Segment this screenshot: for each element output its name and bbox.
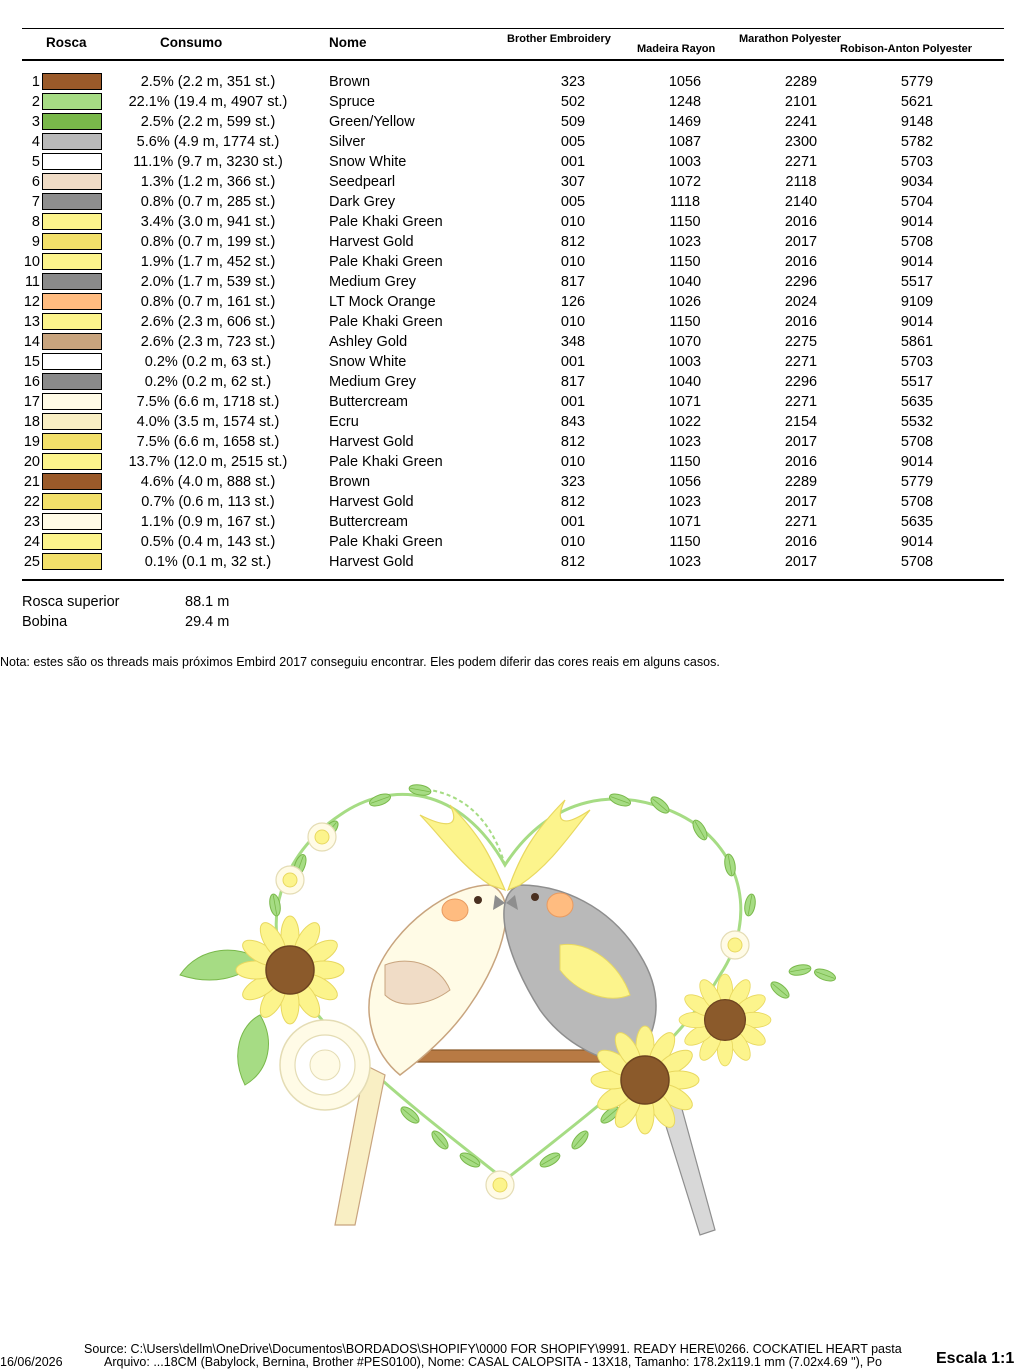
thread-marathon-code: 2101 — [784, 94, 818, 110]
thread-robison-code: 5703 — [900, 354, 934, 370]
thread-madeira-code: 1150 — [669, 534, 701, 550]
thread-consumo: 7.5% (6.6 m, 1658 st.) — [136, 434, 280, 450]
col-header-rosca: Rosca — [46, 35, 87, 50]
thread-note: Nota: estes são os threads mais próximos Embird 2017 conseguiu encontrar. Eles podem diferir das cores reais em alguns casos. — [0, 655, 720, 669]
thread-brother-code: 817 — [560, 374, 586, 390]
table-row — [0, 352, 1024, 372]
thread-brother-code: 307 — [560, 174, 586, 190]
thread-robison-code: 5621 — [900, 94, 934, 110]
thread-number: 14 — [23, 334, 40, 350]
thread-robison-code: 5708 — [900, 554, 934, 570]
col-header-consumo: Consumo — [160, 35, 223, 50]
thread-number: 12 — [23, 294, 40, 310]
thread-madeira-code: 1040 — [668, 374, 702, 390]
color-swatch — [42, 333, 102, 350]
thread-consumo: 22.1% (19.4 m, 4907 st.) — [128, 94, 288, 110]
thread-marathon-code: 2154 — [784, 414, 818, 430]
thread-marathon-code: 2300 — [784, 134, 818, 150]
thread-marathon-code: 2016 — [784, 534, 818, 550]
thread-consumo: 0.8% (0.7 m, 161 st.) — [140, 294, 276, 310]
thread-marathon-code: 2017 — [784, 554, 818, 570]
thread-marathon-code: 2289 — [784, 74, 818, 90]
summary-superior-value: 88.1 m — [185, 594, 230, 610]
thread-brother-code: 010 — [560, 454, 586, 470]
color-swatch — [42, 453, 102, 470]
table-row — [0, 192, 1024, 212]
thread-brother-code: 812 — [560, 494, 586, 510]
thread-robison-code: 9034 — [900, 174, 934, 190]
thread-name: Brown — [329, 474, 371, 490]
thread-madeira-code: 1248 — [668, 94, 702, 110]
thread-brother-code: 010 — [560, 254, 586, 270]
thread-robison-code: 5708 — [900, 434, 934, 450]
thread-name: Harvest Gold — [329, 554, 414, 570]
thread-brother-code: 812 — [560, 434, 586, 450]
col-header-brother: Brother Embroidery — [507, 33, 611, 45]
thread-name: Harvest Gold — [329, 494, 414, 510]
thread-marathon-code: 2140 — [784, 194, 818, 210]
thread-robison-code: 5704 — [900, 194, 934, 210]
thread-marathon-code: 2016 — [784, 454, 818, 470]
thread-name: Pale Khaki Green — [329, 534, 443, 550]
thread-madeira-code: 1003 — [668, 354, 702, 370]
thread-madeira-code: 1150 — [669, 454, 701, 470]
thread-brother-code: 812 — [560, 234, 586, 250]
embroidery-design-preview — [160, 775, 860, 1245]
table-bottom-rule — [22, 579, 1004, 581]
table-row — [0, 552, 1024, 572]
color-swatch — [42, 153, 102, 170]
thread-marathon-code: 2271 — [784, 354, 818, 370]
thread-name: Harvest Gold — [329, 234, 414, 250]
thread-brother-code: 509 — [560, 114, 586, 130]
thread-name: Medium Grey — [329, 374, 417, 390]
color-swatch — [42, 193, 102, 210]
thread-marathon-code: 2016 — [784, 254, 818, 270]
thread-name: LT Mock Orange — [329, 294, 436, 310]
color-swatch — [42, 313, 102, 330]
thread-name: Pale Khaki Green — [329, 214, 443, 230]
thread-number: 7 — [31, 194, 40, 210]
thread-name: Spruce — [329, 94, 375, 110]
thread-robison-code: 5703 — [900, 154, 934, 170]
thread-madeira-code: 1072 — [668, 174, 702, 190]
color-swatch — [42, 173, 102, 190]
thread-consumo: 1.1% (0.9 m, 167 st.) — [140, 514, 276, 530]
thread-brother-code: 001 — [560, 154, 586, 170]
thread-madeira-code: 1118 — [669, 194, 701, 210]
thread-number: 22 — [23, 494, 40, 510]
thread-brother-code: 001 — [560, 514, 586, 530]
thread-consumo: 7.5% (6.6 m, 1718 st.) — [136, 394, 280, 410]
color-swatch — [42, 293, 102, 310]
thread-consumo: 0.8% (0.7 m, 285 st.) — [140, 194, 276, 210]
thread-robison-code: 5708 — [900, 494, 934, 510]
table-row — [0, 412, 1024, 432]
thread-number: 2 — [31, 94, 40, 110]
color-swatch — [42, 373, 102, 390]
table-row — [0, 532, 1024, 552]
thread-brother-code: 126 — [560, 294, 586, 310]
thread-marathon-code: 2241 — [784, 114, 818, 130]
thread-consumo: 0.8% (0.7 m, 199 st.) — [140, 234, 276, 250]
color-swatch — [42, 513, 102, 530]
thread-marathon-code: 2024 — [784, 294, 818, 310]
thread-number: 6 — [31, 174, 40, 190]
thread-madeira-code: 1056 — [668, 474, 702, 490]
thread-consumo: 0.5% (0.4 m, 143 st.) — [140, 534, 276, 550]
thread-brother-code: 502 — [560, 94, 586, 110]
thread-marathon-code: 2296 — [784, 374, 818, 390]
color-swatch — [42, 233, 102, 250]
table-row — [0, 372, 1024, 392]
thread-consumo: 2.5% (2.2 m, 351 st.) — [140, 74, 276, 90]
thread-madeira-code: 1071 — [668, 394, 702, 410]
thread-consumo: 0.7% (0.6 m, 113 st.) — [141, 494, 275, 510]
color-swatch — [42, 553, 102, 570]
thread-name: Medium Grey — [329, 274, 417, 290]
thread-number: 15 — [23, 354, 40, 370]
thread-madeira-code: 1087 — [668, 134, 702, 150]
thread-consumo: 2.6% (2.3 m, 723 st.) — [140, 334, 276, 350]
thread-consumo: 1.9% (1.7 m, 452 st.) — [140, 254, 276, 270]
thread-name: Ecru — [329, 414, 359, 430]
thread-robison-code: 5517 — [900, 374, 934, 390]
thread-consumo: 3.4% (3.0 m, 941 st.) — [140, 214, 276, 230]
thread-marathon-code: 2017 — [784, 434, 818, 450]
col-header-madeira: Madeira Rayon — [637, 43, 716, 55]
thread-brother-code: 323 — [560, 474, 586, 490]
table-row — [0, 492, 1024, 512]
thread-name: Buttercream — [329, 394, 408, 410]
color-swatch — [42, 253, 102, 270]
thread-marathon-code: 2271 — [784, 514, 818, 530]
thread-marathon-code: 2118 — [785, 174, 817, 190]
table-row — [0, 92, 1024, 112]
table-row — [0, 232, 1024, 252]
thread-robison-code: 5782 — [900, 134, 934, 150]
thread-marathon-code: 2016 — [784, 214, 818, 230]
thread-robison-code: 9014 — [900, 534, 934, 550]
thread-number: 17 — [23, 394, 40, 410]
thread-robison-code: 9148 — [900, 114, 934, 130]
thread-brother-code: 817 — [560, 274, 586, 290]
thread-madeira-code: 1023 — [668, 234, 702, 250]
thread-brother-code: 001 — [560, 354, 586, 370]
thread-name: Green/Yellow — [329, 114, 415, 130]
thread-consumo: 4.6% (4.0 m, 888 st.) — [140, 474, 276, 490]
table-row — [0, 292, 1024, 312]
thread-robison-code: 9014 — [900, 214, 934, 230]
thread-madeira-code: 1022 — [668, 414, 702, 430]
color-swatch — [42, 93, 102, 110]
thread-madeira-code: 1056 — [668, 74, 702, 90]
thread-madeira-code: 1150 — [669, 214, 701, 230]
thread-robison-code: 5779 — [900, 474, 934, 490]
summary-bobina-value: 29.4 m — [185, 614, 230, 630]
thread-marathon-code: 2271 — [784, 154, 818, 170]
table-row — [0, 312, 1024, 332]
thread-robison-code: 5861 — [900, 334, 934, 350]
table-row — [0, 512, 1024, 532]
thread-robison-code: 9109 — [900, 294, 934, 310]
white-rose — [280, 1020, 370, 1110]
thread-robison-code: 9014 — [900, 254, 934, 270]
thread-marathon-code: 2017 — [784, 234, 818, 250]
thread-number: 19 — [23, 434, 40, 450]
thread-consumo: 0.2% (0.2 m, 62 st.) — [144, 374, 272, 390]
thread-madeira-code: 1040 — [668, 274, 702, 290]
summary-bobina-label: Bobina — [22, 614, 68, 630]
color-swatch — [42, 213, 102, 230]
thread-consumo: 2.5% (2.2 m, 599 st.) — [140, 114, 276, 130]
thread-number: 5 — [31, 154, 40, 170]
thread-madeira-code: 1071 — [668, 514, 702, 530]
thread-name: Seedpearl — [329, 174, 396, 190]
thread-name: Harvest Gold — [329, 434, 414, 450]
summary-superior-label: Rosca superior — [22, 594, 120, 610]
table-row — [0, 112, 1024, 132]
thread-consumo: 11.1% (9.7 m, 3230 st.) — [133, 154, 283, 170]
thread-brother-code: 010 — [560, 534, 586, 550]
thread-brother-code: 001 — [560, 394, 586, 410]
color-swatch — [42, 493, 102, 510]
thread-robison-code: 5635 — [900, 394, 934, 410]
thread-madeira-code: 1023 — [668, 554, 702, 570]
table-row — [0, 472, 1024, 492]
thread-brother-code: 005 — [560, 194, 586, 210]
thread-brother-code: 812 — [560, 554, 586, 570]
thread-name: Buttercream — [329, 514, 408, 530]
thread-robison-code: 5779 — [900, 74, 934, 90]
thread-name: Brown — [329, 74, 371, 90]
thread-marathon-code: 2275 — [784, 334, 818, 350]
thread-consumo: 0.2% (0.2 m, 63 st.) — [144, 354, 272, 370]
thread-name: Ashley Gold — [329, 334, 408, 350]
color-swatch — [42, 113, 102, 130]
thread-number: 23 — [23, 514, 40, 530]
thread-consumo: 0.1% (0.1 m, 32 st.) — [144, 554, 272, 570]
footer-source-path: Source: C:\Users\dellm\OneDrive\Documentos\BORDADOS\SHOPIFY\0000 FOR SHOPIFY\9991. READY HERE\0266. COCKATIEL HEART pasta — [84, 1342, 902, 1356]
thread-madeira-code: 1150 — [669, 314, 701, 330]
thread-consumo: 1.3% (1.2 m, 366 st.) — [140, 174, 276, 190]
thread-number: 13 — [23, 314, 40, 330]
thread-number: 8 — [31, 214, 40, 230]
color-swatch — [42, 73, 102, 90]
color-swatch — [42, 413, 102, 430]
thread-consumo: 4.0% (3.5 m, 1574 st.) — [136, 414, 280, 430]
thread-name: Snow White — [329, 154, 407, 170]
thread-robison-code: 5532 — [900, 414, 934, 430]
footer-arquivo-info: Arquivo: ...18CM (Babylock, Bernina, Brother #PES0100), Nome: CASAL CALOPSITA - 13X18, Tamanho: 178.2x119.1 mm (7.02x4.69 "), Po — [104, 1355, 882, 1369]
table-row — [0, 272, 1024, 292]
thread-robison-code: 9014 — [900, 314, 934, 330]
thread-madeira-code: 1023 — [668, 494, 702, 510]
color-swatch — [42, 433, 102, 450]
thread-robison-code: 9014 — [900, 454, 934, 470]
thread-number: 4 — [31, 134, 40, 150]
thread-number: 3 — [31, 114, 40, 130]
thread-name: Pale Khaki Green — [329, 314, 443, 330]
color-swatch — [42, 473, 102, 490]
thread-madeira-code: 1150 — [669, 254, 701, 270]
col-header-robison: Robison-Anton Polyester — [840, 43, 973, 55]
table-row — [0, 172, 1024, 192]
thread-robison-code: 5635 — [900, 514, 934, 530]
thread-name: Dark Grey — [329, 194, 396, 210]
thread-number: 24 — [23, 534, 40, 550]
thread-madeira-code: 1003 — [668, 154, 702, 170]
thread-name: Snow White — [329, 354, 407, 370]
thread-marathon-code: 2271 — [784, 394, 818, 410]
table-row — [0, 452, 1024, 472]
thread-name: Pale Khaki Green — [329, 254, 443, 270]
thread-robison-code: 5708 — [900, 234, 934, 250]
table-row — [0, 332, 1024, 352]
thread-number: 10 — [23, 254, 40, 270]
col-header-nome: Nome — [329, 35, 367, 50]
thread-robison-code: 5517 — [900, 274, 934, 290]
thread-number: 1 — [31, 74, 40, 90]
thread-marathon-code: 2016 — [784, 314, 818, 330]
thread-consumo: 2.0% (1.7 m, 539 st.) — [140, 274, 276, 290]
color-swatch — [42, 353, 102, 370]
table-row — [0, 392, 1024, 412]
thread-name: Pale Khaki Green — [329, 454, 443, 470]
col-header-marathon: Marathon Polyester — [739, 33, 842, 45]
thread-madeira-code: 1469 — [668, 114, 702, 130]
table-row — [0, 132, 1024, 152]
color-swatch — [42, 273, 102, 290]
color-swatch — [42, 533, 102, 550]
thread-madeira-code: 1070 — [668, 334, 702, 350]
color-swatch — [42, 133, 102, 150]
thread-brother-code: 005 — [560, 134, 586, 150]
thread-number: 16 — [23, 374, 40, 390]
table-row — [0, 252, 1024, 272]
thread-consumo: 5.6% (4.9 m, 1774 st.) — [136, 134, 280, 150]
table-row — [0, 152, 1024, 172]
thread-marathon-code: 2296 — [784, 274, 818, 290]
thread-consumo: 2.6% (2.3 m, 606 st.) — [140, 314, 276, 330]
thread-number: 9 — [31, 234, 40, 250]
thread-consumo: 13.7% (12.0 m, 2515 st.) — [128, 454, 288, 470]
footer-date: 16/06/2026 — [0, 1355, 63, 1369]
table-row — [0, 432, 1024, 452]
thread-brother-code: 010 — [560, 314, 586, 330]
footer-scale: Escala 1:1 — [936, 1350, 1015, 1367]
thread-number: 18 — [23, 414, 40, 430]
thread-brother-code: 843 — [560, 414, 586, 430]
thread-number: 20 — [23, 454, 40, 470]
thread-brother-code: 010 — [560, 214, 586, 230]
table-top-rule — [22, 28, 1004, 29]
thread-number: 11 — [24, 274, 40, 290]
thread-marathon-code: 2017 — [784, 494, 818, 510]
thread-brother-code: 348 — [560, 334, 586, 350]
thread-brother-code: 323 — [560, 74, 586, 90]
thread-madeira-code: 1023 — [668, 434, 702, 450]
thread-marathon-code: 2289 — [784, 474, 818, 490]
table-header-rule — [22, 59, 1004, 61]
table-row — [0, 72, 1024, 92]
table-row — [0, 212, 1024, 232]
thread-number: 21 — [23, 474, 40, 490]
color-swatch — [42, 393, 102, 410]
thread-name: Silver — [329, 134, 366, 150]
thread-number: 25 — [23, 554, 40, 570]
thread-madeira-code: 1026 — [668, 294, 702, 310]
